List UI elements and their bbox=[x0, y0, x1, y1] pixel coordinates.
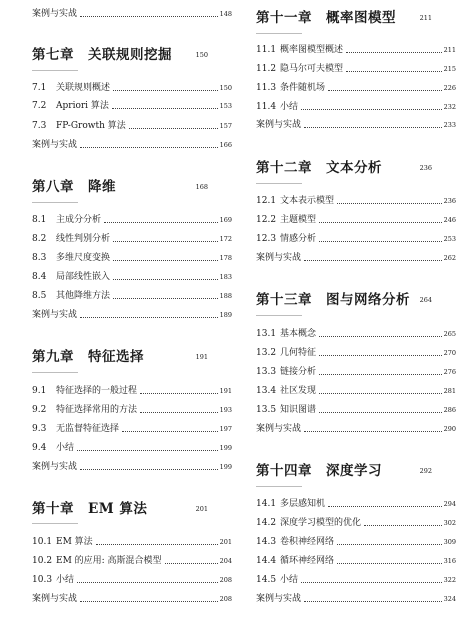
section-number: 13.1 bbox=[256, 329, 277, 339]
dot-leader bbox=[80, 16, 218, 17]
page-number: 178 bbox=[219, 254, 232, 262]
page-number: 215 bbox=[443, 65, 456, 73]
toc-practice-entry[interactable] bbox=[256, 419, 456, 435]
page-number: 286 bbox=[443, 406, 456, 414]
toc-practice-entry[interactable] bbox=[256, 248, 456, 264]
page-number: 208 bbox=[219, 576, 232, 584]
dot-leader bbox=[140, 393, 218, 394]
dot-leader bbox=[112, 108, 218, 109]
entry-title: 小结 bbox=[280, 575, 299, 585]
section-number: 8.2 bbox=[32, 234, 47, 244]
page-number: 199 bbox=[219, 463, 232, 471]
toc-entry[interactable] bbox=[32, 78, 232, 94]
chapter-title: 第九章 特征选择 bbox=[32, 349, 144, 365]
dot-leader bbox=[319, 336, 442, 337]
dot-leader bbox=[319, 374, 442, 375]
toc-entry[interactable] bbox=[32, 229, 232, 245]
dot-leader bbox=[319, 412, 442, 413]
page-number: 208 bbox=[219, 595, 232, 603]
dot-leader bbox=[364, 525, 442, 526]
page-number: 246 bbox=[443, 216, 456, 224]
entry-title: 条件随机场 bbox=[280, 83, 326, 93]
toc-entry[interactable] bbox=[256, 78, 456, 94]
toc-entry[interactable] bbox=[256, 513, 456, 529]
toc-practice-entry[interactable] bbox=[32, 135, 232, 151]
toc-practice-entry[interactable] bbox=[256, 589, 456, 605]
toc-entry[interactable] bbox=[256, 362, 456, 378]
chapter-page-number: 201 bbox=[195, 505, 208, 513]
section-number: 12.2 bbox=[256, 215, 277, 225]
chapter-underline bbox=[256, 315, 302, 316]
dot-leader bbox=[122, 431, 218, 432]
section-number: 12.3 bbox=[256, 234, 277, 244]
dot-leader bbox=[328, 506, 442, 507]
entry-title: 卷积神经网络 bbox=[280, 537, 335, 547]
toc-entry[interactable] bbox=[256, 191, 456, 207]
dot-leader bbox=[319, 222, 442, 223]
entry-title: 案例与实战 bbox=[256, 120, 302, 130]
entry-title: 情感分析 bbox=[280, 234, 317, 244]
entry-title: 主题模型 bbox=[280, 215, 317, 225]
page-number: 324 bbox=[443, 595, 456, 603]
toc-entry[interactable] bbox=[32, 532, 232, 548]
page-number: 233 bbox=[443, 121, 456, 129]
toc-entry[interactable] bbox=[32, 381, 232, 397]
section-number: 14.2 bbox=[256, 518, 277, 528]
page-number: 322 bbox=[443, 576, 456, 584]
entry-title: 案例与实战 bbox=[32, 310, 78, 320]
toc-practice-entry[interactable] bbox=[32, 457, 232, 473]
entry-title: 多维尺度变换 bbox=[56, 253, 111, 263]
section-number: 13.4 bbox=[256, 386, 277, 396]
dot-leader bbox=[304, 431, 442, 432]
chapter-heading[interactable] bbox=[256, 4, 456, 28]
entry-title: 案例与实战 bbox=[256, 424, 302, 434]
section-number: 14.5 bbox=[256, 575, 277, 585]
dot-leader bbox=[104, 222, 218, 223]
section-number: 9.3 bbox=[32, 424, 47, 434]
toc-entry[interactable] bbox=[256, 210, 456, 226]
page-number: 270 bbox=[443, 349, 456, 357]
entry-title: 小结 bbox=[56, 443, 75, 453]
entry-title: 案例与实战 bbox=[256, 594, 302, 604]
page-number: 199 bbox=[219, 444, 232, 452]
page-number: 281 bbox=[443, 387, 456, 395]
toc-entry[interactable] bbox=[256, 570, 456, 586]
dot-leader bbox=[113, 298, 218, 299]
section-number: 9.2 bbox=[32, 405, 47, 415]
section-number: 13.5 bbox=[256, 405, 277, 415]
dot-leader bbox=[113, 241, 218, 242]
section-number: 8.3 bbox=[32, 253, 47, 263]
chapter-heading[interactable] bbox=[32, 41, 232, 65]
entry-title: 主成分分析 bbox=[56, 215, 102, 225]
page-number: 294 bbox=[443, 500, 456, 508]
entry-title: 特征选择的一般过程 bbox=[56, 386, 138, 396]
chapter-page-number: 150 bbox=[195, 51, 208, 59]
chapter-page-number: 211 bbox=[419, 14, 432, 22]
page-number: 172 bbox=[219, 235, 232, 243]
chapter-title: 第十章 EM 算法 bbox=[32, 501, 148, 517]
section-number: 14.4 bbox=[256, 556, 277, 566]
section-number: 8.1 bbox=[32, 215, 47, 225]
page-number: 189 bbox=[219, 311, 232, 319]
toc-entry[interactable] bbox=[32, 551, 232, 567]
entry-title: 链接分析 bbox=[280, 367, 317, 377]
page-number: 204 bbox=[219, 557, 232, 565]
chapter-page-number: 191 bbox=[195, 353, 208, 361]
chapter-title: 第八章 降维 bbox=[32, 179, 116, 195]
page-number: 169 bbox=[219, 216, 232, 224]
section-number: 9.4 bbox=[32, 443, 47, 453]
dot-leader bbox=[113, 90, 218, 91]
section-number: 8.4 bbox=[32, 272, 47, 282]
entry-title: 其他降维方法 bbox=[56, 291, 111, 301]
dot-leader bbox=[328, 90, 442, 91]
section-number: 10.1 bbox=[32, 537, 53, 547]
section-number: 11.3 bbox=[256, 83, 277, 93]
section-number: 11.4 bbox=[256, 102, 277, 112]
section-number: 7.3 bbox=[32, 121, 47, 131]
toc-entry[interactable] bbox=[32, 116, 232, 132]
section-number: 9.1 bbox=[32, 386, 47, 396]
entry-title: 深度学习模型的优化 bbox=[280, 518, 362, 528]
dot-leader bbox=[319, 355, 442, 356]
chapter-underline bbox=[32, 70, 78, 71]
entry-title: 文本表示模型 bbox=[280, 196, 335, 206]
toc-entry[interactable] bbox=[256, 494, 456, 510]
entry-title: 关联规则概述 bbox=[56, 83, 111, 93]
dot-leader bbox=[80, 147, 218, 148]
toc-entry[interactable] bbox=[256, 343, 456, 359]
entry-title: 案例与实战 bbox=[32, 462, 78, 472]
chapter-title: 第七章 关联规则挖掘 bbox=[32, 47, 172, 63]
entry-title: 几何特征 bbox=[280, 348, 317, 358]
dot-leader bbox=[346, 52, 442, 53]
toc-entry[interactable] bbox=[256, 381, 456, 397]
section-number: 10.3 bbox=[32, 575, 53, 585]
section-number: 8.5 bbox=[32, 291, 47, 301]
page-number: 236 bbox=[443, 197, 456, 205]
chapter-underline bbox=[256, 486, 302, 487]
chapter-underline bbox=[256, 33, 302, 34]
section-number: 7.2 bbox=[32, 101, 47, 111]
entry-title: 无监督特征选择 bbox=[56, 424, 120, 434]
toc-entry[interactable] bbox=[32, 419, 232, 435]
toc-entry[interactable] bbox=[32, 96, 232, 112]
page-number: 253 bbox=[443, 235, 456, 243]
dot-leader bbox=[80, 469, 218, 470]
entry-title: 概率图模型概述 bbox=[280, 45, 344, 55]
chapter-heading[interactable] bbox=[32, 173, 232, 197]
chapter-title: 第十二章 文本分析 bbox=[256, 160, 382, 176]
chapter-underline bbox=[32, 202, 78, 203]
dot-leader bbox=[337, 203, 442, 204]
toc-practice-entry[interactable] bbox=[256, 115, 456, 131]
toc-entry[interactable] bbox=[32, 400, 232, 416]
toc-entry[interactable] bbox=[32, 210, 232, 226]
section-number: 14.3 bbox=[256, 537, 277, 547]
page-number: 201 bbox=[219, 538, 232, 546]
chapter-underline bbox=[256, 183, 302, 184]
page-number: 197 bbox=[219, 425, 232, 433]
dot-leader bbox=[80, 601, 218, 602]
toc-entry[interactable] bbox=[32, 267, 232, 283]
entry-title: 循环神经网络 bbox=[280, 556, 335, 566]
dot-leader bbox=[129, 128, 218, 129]
toc-practice-entry[interactable] bbox=[32, 589, 232, 605]
entry-title: 隐马尔可夫模型 bbox=[280, 64, 344, 74]
chapter-underline bbox=[32, 372, 78, 373]
section-number: 11.1 bbox=[256, 45, 277, 55]
chapter-heading[interactable] bbox=[256, 286, 456, 310]
toc-entry[interactable] bbox=[256, 59, 456, 75]
dot-leader bbox=[301, 109, 442, 110]
entry-title: 案例与实战 bbox=[32, 9, 78, 19]
dot-leader bbox=[113, 279, 218, 280]
toc-entry[interactable] bbox=[32, 570, 232, 586]
chapter-heading[interactable] bbox=[32, 343, 232, 367]
toc-entry[interactable] bbox=[32, 438, 232, 454]
page-number: 262 bbox=[443, 254, 456, 262]
page-number: 150 bbox=[219, 84, 232, 92]
entry-title: EM 算法 bbox=[56, 537, 93, 547]
page-number: 232 bbox=[443, 103, 456, 111]
chapter-page-number: 236 bbox=[419, 164, 432, 172]
dot-leader bbox=[77, 582, 218, 583]
page-number: 276 bbox=[443, 368, 456, 376]
section-number: 11.2 bbox=[256, 64, 277, 74]
dot-leader bbox=[304, 127, 442, 128]
page-number: 226 bbox=[443, 84, 456, 92]
toc-entry[interactable] bbox=[256, 532, 456, 548]
entry-title: 局部线性嵌入 bbox=[56, 272, 111, 282]
dot-leader bbox=[319, 393, 442, 394]
chapter-page-number: 264 bbox=[419, 296, 432, 304]
section-number: 13.3 bbox=[256, 367, 277, 377]
page-number: 183 bbox=[219, 273, 232, 281]
dot-leader bbox=[77, 450, 218, 451]
section-number: 14.1 bbox=[256, 499, 277, 509]
chapter-title: 第十三章 图与网络分析 bbox=[256, 292, 410, 308]
chapter-page-number: 292 bbox=[419, 467, 432, 475]
page-number: 316 bbox=[443, 557, 456, 565]
entry-title: 案例与实战 bbox=[256, 253, 302, 263]
section-number: 7.1 bbox=[32, 83, 47, 93]
dot-leader bbox=[301, 582, 442, 583]
chapter-title: 第十一章 概率图模型 bbox=[256, 10, 396, 26]
dot-leader bbox=[304, 601, 442, 602]
entry-title: 案例与实战 bbox=[32, 594, 78, 604]
toc-entry[interactable] bbox=[32, 286, 232, 302]
toc-entry[interactable] bbox=[256, 229, 456, 245]
toc-entry[interactable] bbox=[256, 400, 456, 416]
entry-title: FP-Growth 算法 bbox=[56, 121, 126, 131]
toc-entry[interactable] bbox=[256, 97, 456, 113]
chapter-page-number: 168 bbox=[195, 183, 208, 191]
entry-title: 知识图谱 bbox=[280, 405, 317, 415]
entry-title: 案例与实战 bbox=[32, 140, 78, 150]
dot-leader bbox=[165, 563, 218, 564]
dot-leader bbox=[96, 544, 218, 545]
section-number: 12.1 bbox=[256, 196, 277, 206]
toc-practice-entry[interactable] bbox=[32, 4, 232, 20]
entry-title: 小结 bbox=[56, 575, 75, 585]
entry-title: Apriori 算法 bbox=[56, 101, 109, 111]
chapter-heading[interactable] bbox=[256, 457, 456, 481]
entry-title: 多层感知机 bbox=[280, 499, 326, 509]
dot-leader bbox=[113, 260, 218, 261]
entry-title: 小结 bbox=[280, 102, 299, 112]
page-number: 309 bbox=[443, 538, 456, 546]
toc-practice-entry[interactable] bbox=[32, 305, 232, 321]
entry-title: EM 的应用: 高斯混合模型 bbox=[56, 556, 162, 566]
chapter-title: 第十四章 深度学习 bbox=[256, 463, 382, 479]
page-number: 188 bbox=[219, 292, 232, 300]
chapter-heading[interactable] bbox=[32, 495, 232, 519]
chapter-underline bbox=[32, 523, 78, 524]
page-number: 148 bbox=[219, 10, 232, 18]
dot-leader bbox=[337, 544, 442, 545]
page-number: 211 bbox=[443, 46, 456, 54]
chapter-heading[interactable] bbox=[256, 154, 456, 178]
dot-leader bbox=[140, 412, 218, 413]
dot-leader bbox=[80, 317, 218, 318]
page-number: 193 bbox=[219, 406, 232, 414]
entry-title: 线性判别分析 bbox=[56, 234, 111, 244]
page-number: 265 bbox=[443, 330, 456, 338]
page-number: 191 bbox=[219, 387, 232, 395]
dot-leader bbox=[337, 563, 442, 564]
page-number: 302 bbox=[443, 519, 456, 527]
toc-entry[interactable] bbox=[256, 551, 456, 567]
toc-entry[interactable] bbox=[256, 40, 456, 56]
toc-entry[interactable] bbox=[256, 324, 456, 340]
dot-leader bbox=[319, 241, 442, 242]
page-number: 166 bbox=[219, 141, 232, 149]
page-number: 157 bbox=[219, 122, 232, 130]
dot-leader bbox=[304, 260, 442, 261]
page-number: 290 bbox=[443, 425, 456, 433]
page-number: 153 bbox=[219, 102, 232, 110]
entry-title: 社区发现 bbox=[280, 386, 317, 396]
dot-leader bbox=[346, 71, 442, 72]
toc-entry[interactable] bbox=[32, 248, 232, 264]
section-number: 13.2 bbox=[256, 348, 277, 358]
section-number: 10.2 bbox=[32, 556, 53, 566]
entry-title: 基本概念 bbox=[280, 329, 317, 339]
entry-title: 特征选择常用的方法 bbox=[56, 405, 138, 415]
